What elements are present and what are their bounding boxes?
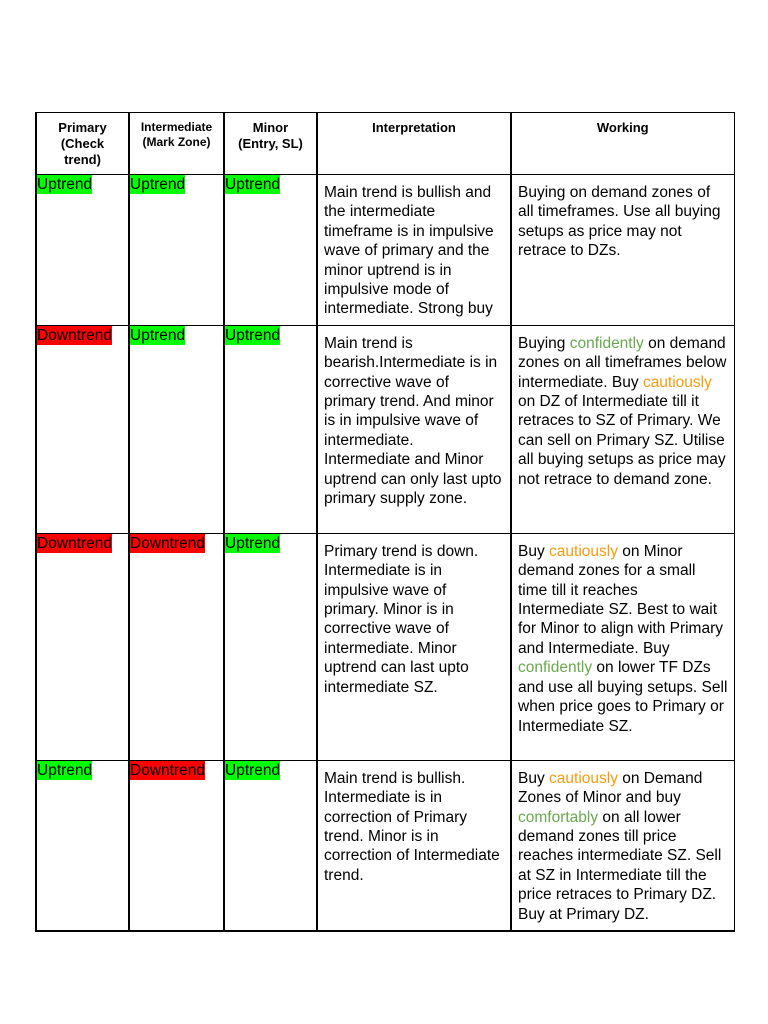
header-primary-line: Primary — [58, 120, 107, 135]
header-primary-line: trend) — [64, 152, 101, 167]
header-interpretation — [317, 113, 511, 175]
header-row — [36, 113, 734, 175]
interpretation-cell — [317, 533, 511, 760]
trend-badge: Downtrend — [130, 761, 205, 779]
interpretation-text: Primary trend is down. Intermediate is in impulsive wave of primary. Minor is in corrective wave of intermediate. Minor uptrend can last upto intermediate SZ. — [324, 542, 479, 696]
highlight-word: cautiously — [549, 769, 618, 787]
highlight-word: confidently — [518, 659, 593, 677]
header-working — [511, 113, 734, 175]
interpretation-cell — [317, 760, 511, 931]
working-text — [512, 534, 734, 742]
working-segment: on all lower demand zones till price reaches intermediate SZ. Sell at SZ in Intermediate till the price retraces to Primary DZ. Buy at Primary DZ. — [518, 808, 722, 923]
header-minor-line: (Entry, SL) — [238, 136, 303, 151]
trend-badge: Uptrend — [37, 761, 93, 779]
working-text — [512, 761, 734, 930]
working-text — [512, 175, 734, 267]
working-segment: Buying — [518, 334, 570, 352]
table-row — [36, 533, 734, 760]
trend-badge: Downtrend — [130, 534, 205, 552]
interpretation-cell — [317, 175, 511, 326]
trend-badge: Uptrend — [130, 176, 186, 193]
trend-badge: Uptrend — [130, 326, 186, 344]
header-intermediate-line: Intermediate — [140, 120, 213, 134]
minor-cell — [224, 325, 317, 533]
trend-badge: Uptrend — [225, 176, 281, 193]
trend-table — [35, 112, 735, 932]
highlight-word: confidently — [569, 334, 644, 352]
header-minor-line: Minor — [252, 120, 289, 135]
working-cell — [511, 760, 734, 931]
header-minor — [224, 113, 317, 175]
primary-cell — [36, 533, 129, 760]
working-segment: Buy — [518, 769, 550, 787]
table-row — [36, 175, 734, 326]
trend-badge: Uptrend — [225, 326, 281, 344]
trend-badge: Uptrend — [225, 761, 281, 779]
highlight-word: comfortably — [518, 808, 599, 826]
header-intermediate — [129, 113, 224, 175]
primary-cell — [36, 175, 129, 326]
table-row — [36, 325, 734, 533]
intermediate-cell — [129, 175, 224, 326]
minor-cell — [224, 760, 317, 931]
intermediate-cell — [129, 325, 224, 533]
header-working-label: Working — [596, 120, 649, 135]
working-segment: on DZ of Intermediate till it retraces to SZ of Primary. We can sell on Primary SZ. Utilise all buying setups as price may not retrace to demand zone. — [518, 393, 726, 488]
working-cell — [511, 533, 734, 760]
primary-cell — [36, 760, 129, 931]
interpretation-text: Main trend is bearish.Intermediate is in corrective wave of primary trend. And minor is in impulsive wave of intermediate. Intermediate and Minor uptrend can only last upto primary supply zone. — [324, 334, 502, 508]
working-cell — [511, 175, 734, 326]
working-segment: Buying on demand zones of all timeframes. Use all buying setups as price may not retrace to DZs. — [518, 184, 721, 260]
intermediate-cell — [129, 533, 224, 760]
table-row — [36, 760, 734, 931]
header-primary — [36, 113, 129, 175]
minor-cell — [224, 175, 317, 326]
working-segment: on demand zones on all timeframes below intermediate. Buy — [518, 334, 727, 391]
header-intermediate-line: (Mark Zone) — [142, 135, 211, 149]
header-primary-line: (Check — [60, 136, 105, 151]
working-segment: on Minor demand zones for a small time till it reaches Intermediate SZ. Best to wait for Minor to align with Primary and Intermediate. Buy — [518, 542, 724, 657]
interpretation-cell — [317, 325, 511, 533]
working-cell — [511, 325, 734, 533]
highlight-word: cautiously — [549, 542, 618, 560]
minor-cell — [224, 533, 317, 760]
interpretation-text: Main trend is bullish and the intermediate timeframe is in impulsive wave of primary and the minor uptrend is in impulsive mode of intermediate. Strong buy — [324, 184, 494, 318]
intermediate-cell — [129, 760, 224, 931]
trend-badge: Downtrend — [37, 534, 112, 552]
trend-badge: Downtrend — [37, 326, 112, 344]
working-segment: on lower TF DZs and use all buying setups. Sell when price goes to Primary or Intermediate SZ. — [518, 659, 728, 735]
primary-cell — [36, 325, 129, 533]
working-segment: on Demand Zones of Minor and buy — [518, 769, 703, 807]
working-segment: Buy — [518, 542, 550, 560]
trend-badge: Uptrend — [37, 176, 93, 193]
highlight-word: cautiously — [642, 373, 712, 391]
working-text — [512, 326, 734, 495]
header-interpretation-label: Interpretation — [372, 120, 456, 135]
interpretation-text: Main trend is bullish. Intermediate is in correction of Primary trend. Minor is in correction of Intermediate trend. — [324, 769, 500, 884]
trend-badge: Uptrend — [225, 534, 281, 552]
